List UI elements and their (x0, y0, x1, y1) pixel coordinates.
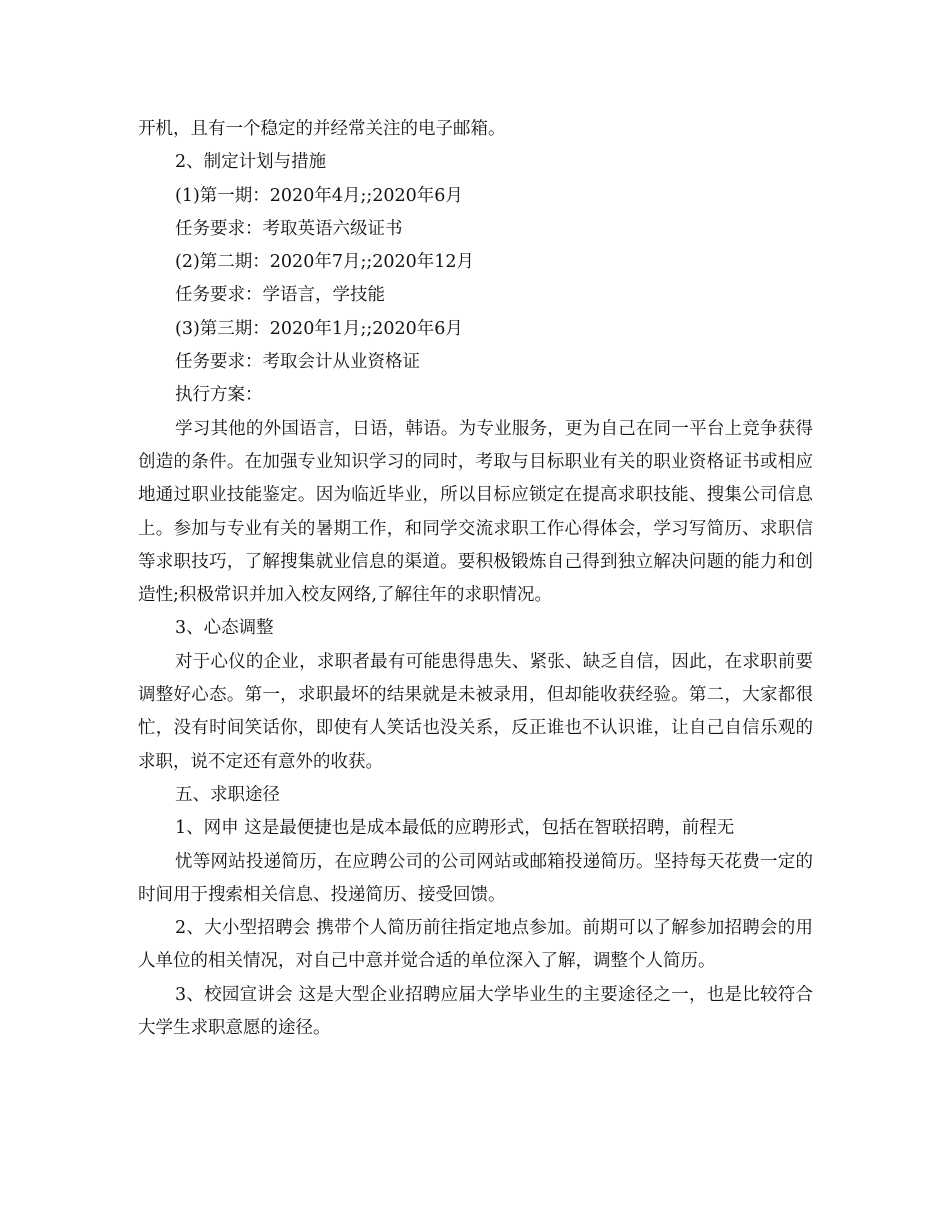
section-heading: 3、心态调整 (175, 618, 274, 639)
paragraph-continued: 开机，且有一个稳定的并经常关注的电子邮箱。 (138, 119, 506, 139)
execution-plan-label: 执行方案： (175, 385, 263, 406)
task-requirement-2: 任务要求：学语言，学技能 (175, 285, 385, 306)
mindset-paragraph: 对于心仪的企业，求职者最有可能患得患失、紧张、缺乏自信，因此，在求职前要调整好心态。第一，求职最坏的结果就是未被录用，但却能收获经验。第二，大家都很忙，没有时间笑话你，即使有人笑话也没关系，反正谁也不认识谁，让自己自信乐观的求职，说不定还有意外的收获。 (138, 651, 813, 772)
execution-plan-paragraph: 学习其他的外国语言，日语，韩语。为专业服务，更为自己在同一平台上竞争获得创造的条件。在加强专业知识学习的同时，考取与目标职业有关的职业资格证书或相应地通过职业技能鉴定。因为临近毕业，所以目标应锁定在提高求职技能、搜集公司信息上。参加与专业有关的暑期工作，和同学交流求职工作心得体会，学习写简历、求职信等求职技巧，了解搜集就业信息的渠道。要积极锻炼自己得到独立解决问题的能力和创造性;积极常识并加入校友网络,了解往年的求职情况。 (138, 418, 813, 606)
channel-1-paragraph: 忧等网站投递简历，在应聘公司的公司网站或邮箱投递简历。坚持每天花费一定的时间用于搜索相关信息、投递简历、接受回馈。 (138, 851, 813, 905)
task-requirement-1: 任务要求：考取英语六级证书 (175, 218, 403, 239)
task-requirement-3: 任务要求：考取会计从业资格证 (175, 352, 420, 373)
plan-phase-3: (3)第三期：2020年1月;;2020年6月 (175, 318, 463, 339)
plan-phase-1: (1)第一期：2020年4月;;2020年6月 (175, 185, 463, 206)
chapter-heading: 五、求职途径 (175, 784, 280, 805)
section-heading: 2、制定计划与措施 (175, 152, 327, 173)
channel-2-paragraph: 2、大小型招聘会 携带个人简历前往指定地点参加。前期可以了解参加招聘会的用人单位的相关情况，对自己中意并觉合适的单位深入了解，调整个人简历。 (138, 918, 813, 972)
channel-1-line: 1、网申 这是最便捷也是成本最低的应聘形式，包括在智联招聘，前程无 (175, 818, 735, 839)
channel-3-paragraph: 3、校园宣讲会 这是大型企业招聘应届大学毕业生的主要途径之一，也是比较符合大学生求职意愿的途径。 (138, 984, 813, 1039)
document-body (138, 113, 813, 1045)
plan-phase-2: (2)第二期：2020年7月;;2020年12月 (175, 252, 475, 273)
